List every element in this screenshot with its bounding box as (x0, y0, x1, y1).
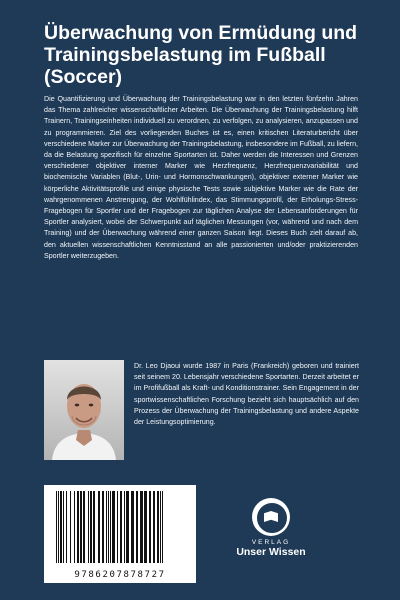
author-portrait-image (44, 360, 124, 460)
barcode-bar (144, 491, 147, 563)
barcode-bar (120, 491, 122, 563)
barcode-bar (160, 491, 161, 563)
author-bio: Dr. Leo Djaoui wurde 1987 in Paris (Frankreich) geboren und trainiert seit seinem 20. Lebensjahr verschiedene Sportarten. Derzeit arbeitet er im Profifußball als Kraft- und Konditionstrainer. Sein Engagement in der sportwissenschaftlichen Forschung bezieht sich hauptsächlich auf den Prozess der Überwachung der Trainingsbelastung und andere Aspekte der Leistungsoptimierung. (134, 362, 359, 427)
barcode-bar (56, 491, 57, 563)
barcode-bar (157, 491, 159, 563)
book-title (44, 22, 374, 88)
open-book-icon (252, 498, 290, 536)
barcode-bar (153, 491, 155, 563)
book-description: Die Quantifizierung und Überwachung der Trainingsbelastung war in den letzten fünfzehn Jahren das Thema zahlreicher wissenschaftlicher Arbeiten. Die Überwachung der Trainingsbelastung hilft Trainern, Trainingseinheiten individuell zu verordnen, zu verfolgen, zu analysieren, anzupassen und zu programmieren. Ziel des vorliegenden Buches ist es, einen kritischen Literaturbericht über verschiedene Marker zur Überwachung der Trainingsbelastung, insbesondere im Fußball, zu liefern, da die Belastung spezifisch für einzelne Sportarten ist. Daher werden die Interessen und Grenzen verschiedener objektiver interner Marker wie Herzfrequenz, Herzfrequenzvariabilität und biochemische Variablen (Blut-, Urin- und Hormonschwankungen), objektiver externer Marker wie körperliche Aktivitätsprofile und einige physische Tests sowie subjektive Marker wie die Rate der wahrgenommenen Anstrengung, der Wohlfühlindex, das Stimmungsprofil, der Erholungs-Stress-Fragebogen für Sportler und der Fragebogen zur täglichen Analyse der Lebensanforderungen für Sportler analysiert, wobei der Schwerpunkt auf täglichen Messungen (vor, während und nach dem Training) und der Überwachung während einer ganzen Saison liegt. Dieses Buch zielt darauf ab, den aktuellen wissenschaftlichen Kenntnisstand an alle passionierten und/oder praktizierenden Sportler weiterzugeben. (44, 95, 358, 260)
barcode-bar (83, 491, 85, 563)
barcode-bar (117, 491, 118, 563)
author-photo (44, 360, 124, 460)
publisher-logo-block (226, 498, 316, 578)
barcode-bar (140, 491, 143, 563)
barcode-bar (106, 491, 107, 563)
title-line-3: (Soccer) (44, 66, 123, 88)
barcode-bar (126, 491, 129, 563)
barcode-bar (74, 491, 75, 563)
barcode-bar (98, 491, 100, 563)
title-line-1: Überwachung von Ermüdung und (44, 22, 358, 44)
barcode-bar (66, 491, 67, 563)
barcode-bar (88, 491, 89, 563)
barcode-bar (149, 491, 151, 563)
barcode-bar (90, 491, 92, 563)
barcode-bar (60, 491, 62, 563)
barcode-bar (93, 491, 95, 563)
title-line-2: Trainingsbelastung im Fußball (44, 44, 326, 66)
publisher-name: Unser Wissen (236, 546, 306, 558)
isbn-barcode (44, 485, 196, 583)
barcode-bars (44, 485, 196, 569)
isbn-number: 9786207878727 (74, 570, 166, 580)
barcode-bar (108, 491, 109, 563)
barcode-bar (70, 491, 71, 563)
barcode-bar (124, 491, 125, 563)
barcode-bar (102, 491, 104, 563)
barcode-bar (110, 491, 111, 563)
publisher-label: VERLAG (251, 539, 291, 546)
barcode-bar (63, 491, 64, 563)
barcode-bar (80, 491, 82, 563)
barcode-bar (112, 491, 115, 563)
barcode-bar (162, 491, 163, 563)
barcode-bar (136, 491, 138, 563)
barcode-bar (131, 491, 134, 563)
barcode-bar (58, 491, 59, 563)
barcode-bar (77, 491, 79, 563)
